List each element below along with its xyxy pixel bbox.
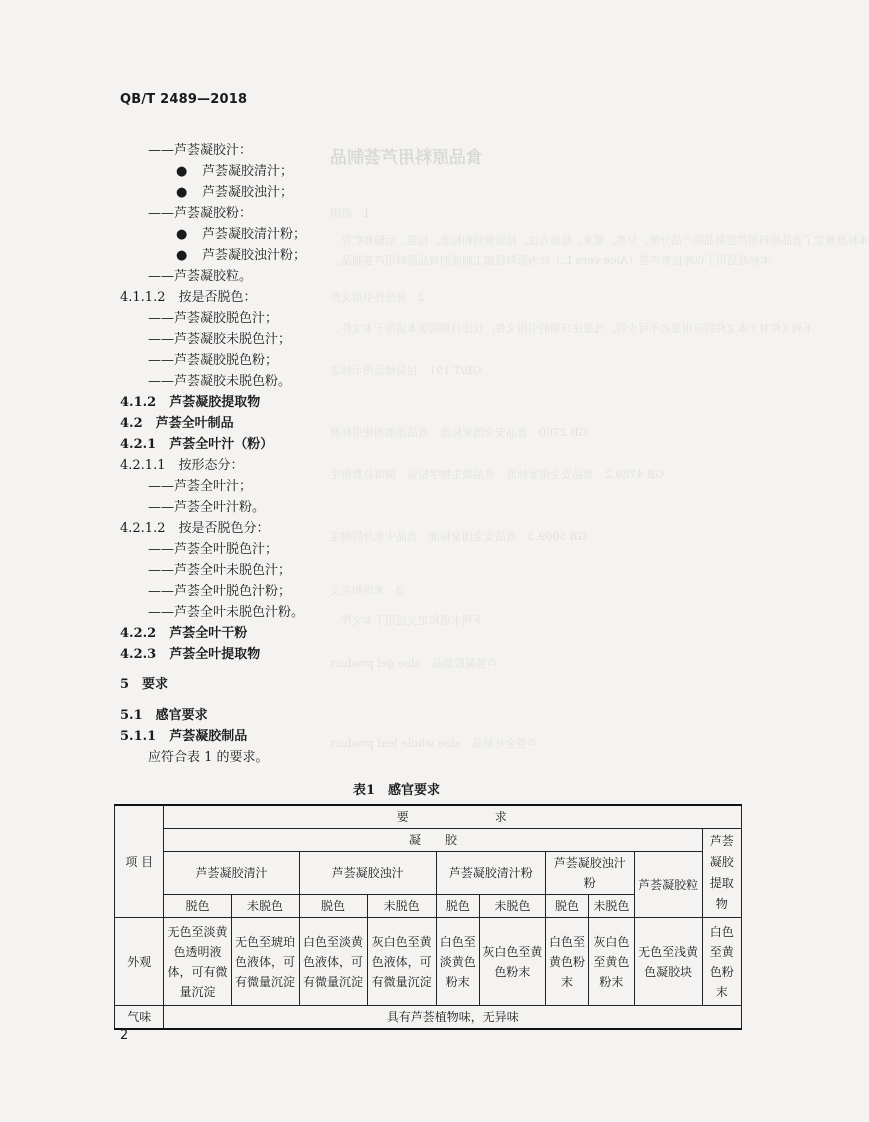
group-header: 芦荟凝胶浊汁 <box>299 852 436 895</box>
list-item: ——芦荟凝胶脱色汁； <box>148 311 279 326</box>
bleed-text: GB/T 191 包装储运图示标志 <box>330 364 482 377</box>
group-header: 芦荟凝胶清汁 <box>164 852 299 895</box>
table-cell: 无色至淡黄色透明液体，可有微量沉淀 <box>164 918 231 1006</box>
sub-header: 未脱色 <box>589 895 634 918</box>
table-row <box>115 918 742 1006</box>
table-row <box>115 805 742 829</box>
requirement-header: 要 求 <box>164 805 742 829</box>
bullet-icon: ● <box>176 227 188 242</box>
bleed-text: 3 术语和定义 <box>330 584 403 597</box>
gel-header: 凝 胶 <box>164 829 702 852</box>
group-header: 芦荟凝胶清汁粉 <box>436 852 545 895</box>
section-heading: 4.2.1 芦荟全叶汁（粉） <box>120 437 274 452</box>
bleed-text: 下列术语和定义适用于本文件。 <box>330 614 484 627</box>
bullet-item: ● 芦荟凝胶清汁粉； <box>176 227 307 242</box>
bleed-text: GB 2760 食品安全国家标准 食品添加剂使用标准 <box>330 426 588 439</box>
clause-heading: 4.2.1.1 按形态分： <box>120 458 244 473</box>
list-item: ——芦荟全叶未脱色汁； <box>148 563 292 578</box>
bleed-text: GB 5009.3 食品安全国家标准 食品中水分的测定 <box>330 530 587 543</box>
bullet-item: ● 芦荟凝胶清汁； <box>176 164 294 179</box>
table-caption: 表1 感官要求 <box>352 783 441 798</box>
bullet-item: ● 芦荟凝胶浊汁； <box>176 185 294 200</box>
table-cell: 白色至淡黄色液体，可有微量沉淀 <box>299 918 367 1006</box>
table-cell: 灰白色至黄色粉末 <box>479 918 545 1006</box>
sub-header: 脱色 <box>299 895 367 918</box>
table-cell: 具有芦荟植物味，无异味 <box>164 1006 742 1030</box>
table-cell: 白色至黄色粉末 <box>702 918 741 1006</box>
section-heading: 5.1 感官要求 <box>120 708 208 723</box>
section-heading: 5.1.1 芦荟凝胶制品 <box>120 729 248 744</box>
sub-header: 脱色 <box>545 895 588 918</box>
bleed-text: 1 范围 <box>330 207 370 220</box>
bleed-text: GB 4789.2 食品安全国家标准 食品微生物学检验 菌落总数测定 <box>330 468 664 481</box>
section-heading: 4.1.2 芦荟凝胶提取物 <box>120 395 261 410</box>
clause-heading: 4.1.1.2 按是否脱色： <box>120 290 257 305</box>
sensory-requirements-table <box>114 804 742 1030</box>
table-row <box>115 1006 742 1030</box>
table-cell: 白色至黄色粉末 <box>545 918 588 1006</box>
bleed-text: 本标准规定了食品原料用芦荟制品的产品分类、分类、要求、检验方法、检验规则和标志、包装、运输和贮存。 <box>330 234 869 247</box>
clause-heading: 4.2.1.2 按是否脱色分： <box>120 521 270 536</box>
bullet-icon: ● <box>176 164 188 179</box>
sub-header: 未脱色 <box>367 895 436 918</box>
body-text: 应符合表 1 的要求。 <box>148 750 269 765</box>
row-label: 气味 <box>115 1006 164 1030</box>
standard-code: QB/T 2489—2018 <box>120 92 248 107</box>
table-row <box>115 852 742 895</box>
bleed-text: 芦荟全叶制品 aloe whole leaf product <box>330 737 539 750</box>
item-header: 项 目 <box>115 805 164 918</box>
table-row <box>115 829 742 852</box>
list-item: ——芦荟全叶脱色汁粉； <box>148 584 292 599</box>
bleed-text: 下列文件对于本文件的应用是必不可少的。凡是注日期的引用文件，仅注日期的版本适用于本文件。 <box>330 322 814 335</box>
bleed-text: 2 规范性引用文件 <box>330 291 425 304</box>
table-cell: 无色至琥珀色液体，可有微量沉淀 <box>231 918 299 1006</box>
list-item: ——芦荟全叶脱色汁； <box>148 542 279 557</box>
table-cell: 灰白色至黄色粉末 <box>589 918 634 1006</box>
sub-header: 脱色 <box>436 895 479 918</box>
bleed-title: 食品原料用芦荟制品 <box>330 148 483 168</box>
bleed-text: 本标准适用于以库拉索芦荟（Aloe vera L.）叶为原料经加工制成的食品原料用芦荟制品。 <box>330 254 771 267</box>
sub-header: 未脱色 <box>231 895 299 918</box>
chapter-heading: 5 要求 <box>120 677 169 692</box>
sub-header: 未脱色 <box>479 895 545 918</box>
bullet-item: ● 芦荟凝胶浊汁粉； <box>176 248 307 263</box>
section-heading: 4.2.2 芦荟全叶干粉 <box>120 626 248 641</box>
list-item: ——芦荟凝胶粒。 <box>148 269 253 284</box>
list-item: ——芦荟全叶汁； <box>148 479 253 494</box>
row-label: 外观 <box>115 918 164 1006</box>
sub-header: 脱色 <box>164 895 231 918</box>
table-cell: 灰白色至黄色液体，可有微量沉淀 <box>367 918 436 1006</box>
bullet-icon: ● <box>176 185 188 200</box>
list-item: ——芦荟全叶未脱色汁粉。 <box>148 605 305 620</box>
list-item: ——芦荟凝胶未脱色粉。 <box>148 374 292 389</box>
list-item: ——芦荟凝胶粉： <box>148 206 253 221</box>
list-item: ——芦荟凝胶汁： <box>148 143 253 158</box>
table-cell: 白色至淡黄色粉末 <box>436 918 479 1006</box>
granule-header: 芦荟凝胶粒 <box>634 852 702 918</box>
section-heading: 4.2.3 芦荟全叶提取物 <box>120 647 261 662</box>
bullet-icon: ● <box>176 248 188 263</box>
section-heading: 4.2 芦荟全叶制品 <box>120 416 234 431</box>
group-header: 芦荟凝胶浊汁粉 <box>545 852 634 895</box>
list-item: ——芦荟凝胶未脱色汁； <box>148 332 292 347</box>
list-item: ——芦荟全叶汁粉。 <box>148 500 266 515</box>
bleed-text: 芦荟凝胶制品 aloe gel product <box>330 657 498 670</box>
list-item: ——芦荟凝胶脱色粉； <box>148 353 279 368</box>
table-cell: 无色至浅黄色凝胶块 <box>634 918 702 1006</box>
page-number: 2 <box>120 1028 129 1043</box>
extract-header: 芦荟凝胶提取物 <box>702 829 741 918</box>
